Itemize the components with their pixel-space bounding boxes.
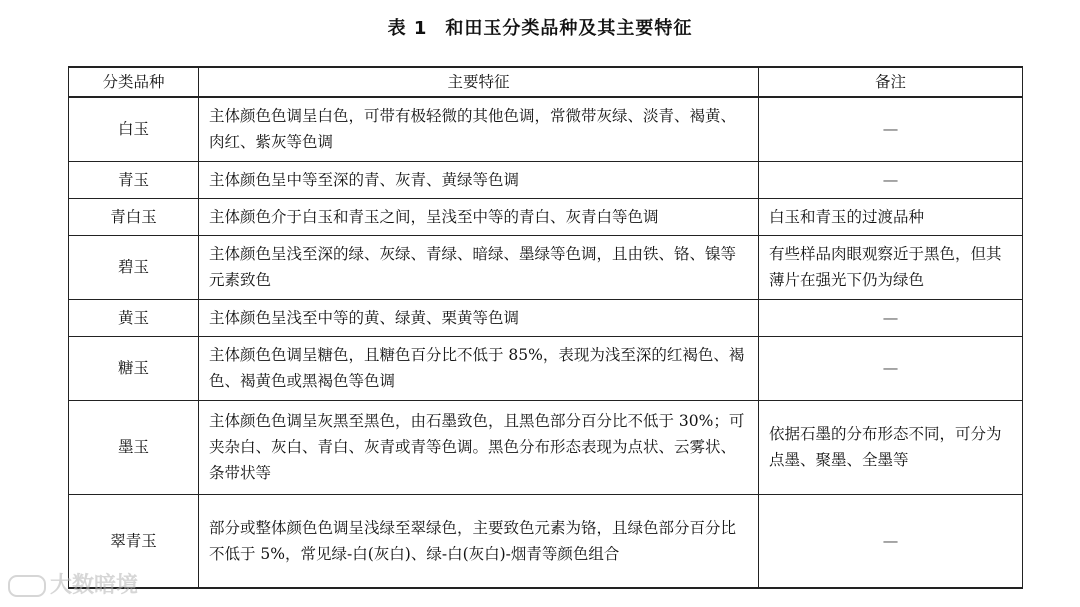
note-cell: 有些样品肉眼观察近于黑色，但其薄片在强光下仍为绿色: [759, 235, 1023, 299]
feature-cell: 主体颜色呈浅至深的绿、灰绿、青绿、暗绿、墨绿等色调，且由铁、铬、镍等元素致色: [199, 235, 759, 299]
feature-cell: 主体颜色呈浅至中等的黄、绿黄、栗黄等色调: [199, 299, 759, 336]
note-cell: —: [759, 494, 1023, 588]
header-category: 分类品种: [69, 67, 199, 97]
table-row: [69, 97, 1023, 161]
feature-cell: 部分或整体颜色色调呈浅绿至翠绿色，主要致色元素为铬，且绿色部分百分比不低于 5%，常见绿-白(灰白)、绿-白(灰白)-烟青等颜色组合: [199, 494, 759, 588]
feature-cell: 主体颜色色调呈白色，可带有极轻微的其他色调，常微带灰绿、淡青、褐黄、肉红、紫灰等色调: [199, 97, 759, 161]
table-row: [69, 235, 1023, 299]
watermark: [8, 568, 138, 599]
note-cell: 依据石墨的分布形态不同，可分为点墨、聚墨、全墨等: [759, 400, 1023, 494]
table-number: 表 1: [387, 18, 428, 39]
note-cell: 白玉和青玉的过渡品种: [759, 198, 1023, 235]
category-cell: 青白玉: [69, 198, 199, 235]
header-note: 备注: [759, 67, 1023, 97]
category-cell: 青玉: [69, 161, 199, 198]
jade-classification-table: [68, 66, 1023, 589]
table-caption: 和田玉分类品种及其主要特征: [445, 18, 693, 39]
header-feature: 主要特征: [199, 67, 759, 97]
table-row: [69, 400, 1023, 494]
feature-cell: 主体颜色色调呈灰黑至黑色，由石墨致色，且黑色部分百分比不低于 30%；可夹杂白、灰白、青白、灰青或青等色调。黑色分布形态表现为点状、云雾状、条带状等: [199, 400, 759, 494]
category-cell: 墨玉: [69, 400, 199, 494]
category-cell: 碧玉: [69, 235, 199, 299]
table-row: [69, 161, 1023, 198]
note-cell: —: [759, 299, 1023, 336]
watermark-text: 大数暗境: [50, 573, 139, 598]
table-row: [69, 198, 1023, 235]
table-header-row: [69, 67, 1023, 97]
table-row: [69, 299, 1023, 336]
category-cell: 黄玉: [69, 299, 199, 336]
note-cell: —: [759, 336, 1023, 400]
note-cell: —: [759, 97, 1023, 161]
table-title: [0, 14, 1080, 40]
watermark-logo-icon: [8, 575, 46, 597]
table-row: [69, 494, 1023, 588]
feature-cell: 主体颜色呈中等至深的青、灰青、黄绿等色调: [199, 161, 759, 198]
note-cell: —: [759, 161, 1023, 198]
feature-cell: 主体颜色介于白玉和青玉之间，呈浅至中等的青白、灰青白等色调: [199, 198, 759, 235]
category-cell: 糖玉: [69, 336, 199, 400]
table-row: [69, 336, 1023, 400]
category-cell: 翠青玉: [69, 494, 199, 588]
category-cell: 白玉: [69, 97, 199, 161]
feature-cell: 主体颜色色调呈糖色，且糖色百分比不低于 85%，表现为浅至深的红褐色、褐色、褐黄色或黑褐色等色调: [199, 336, 759, 400]
